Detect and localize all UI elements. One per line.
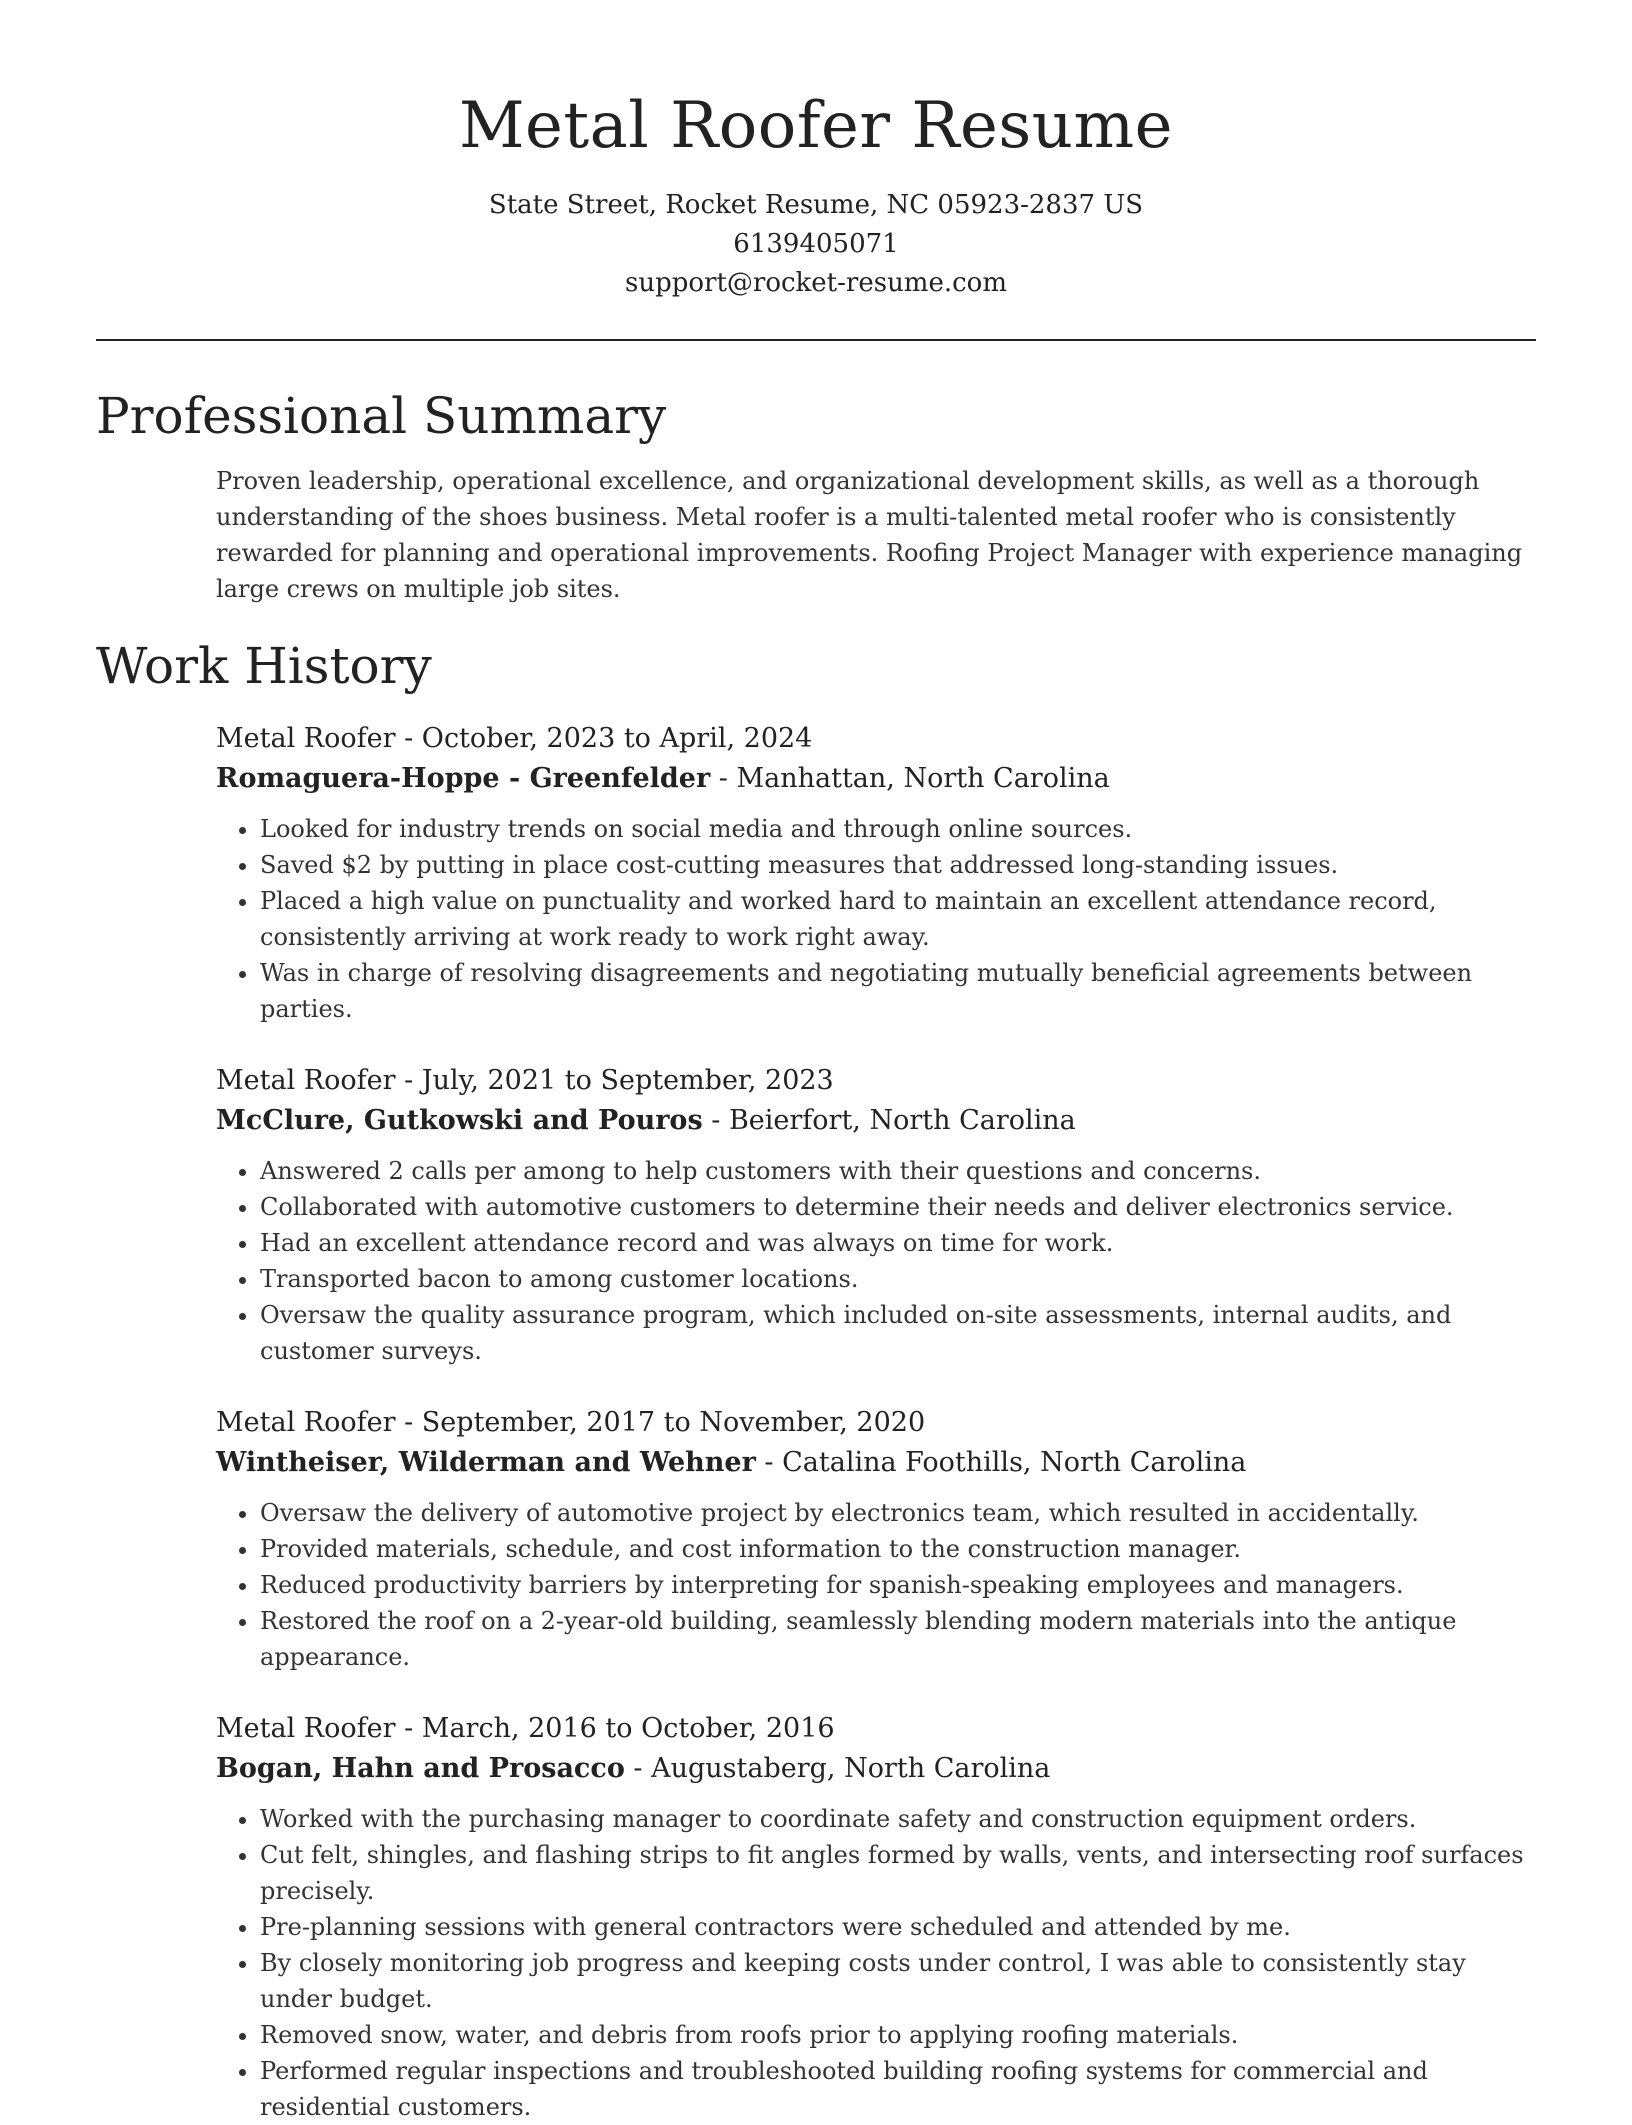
job-location: - Manhattan, North Carolina xyxy=(710,763,1110,794)
company-line xyxy=(216,1101,1536,1141)
job-bullet: • Answered 2 calls per among to help customers with their questions and concerns. xyxy=(260,1153,1536,1189)
job-bullet: • Restored the roof on a 2-year-old building, seamlessly blending modern materials into the antique appearance. xyxy=(260,1603,1536,1675)
job-bullet: • Cut felt, shingles, and flashing strips to fit angles formed by walls, vents, and intersecting roof surfaces precisely. xyxy=(260,1837,1536,1909)
company-name: Bogan, Hahn and Prosacco xyxy=(216,1753,625,1784)
job-dates: - October, 2023 to April, 2024 xyxy=(395,723,813,754)
job-bullet: • By closely monitoring job progress and keeping costs under control, I was able to consistently stay under budget. xyxy=(260,1945,1536,2017)
job-dates: - September, 2017 to November, 2020 xyxy=(395,1407,926,1438)
job-bullet-list xyxy=(216,1801,1536,2125)
summary-heading: Professional Summary xyxy=(96,387,667,445)
job-bullet: • Reduced productivity barriers by interpreting for spanish-speaking employees and managers. xyxy=(260,1567,1536,1603)
job-bullet: • Removed snow, water, and debris from roofs prior to applying roofing materials. xyxy=(260,2017,1536,2053)
job-entry xyxy=(216,1061,1536,1369)
job-bullet: • Collaborated with automotive customers to determine their needs and deliver electronics service. xyxy=(260,1189,1536,1225)
job-bullet: • Had an excellent attendance record and was always on time for work. xyxy=(260,1225,1536,1261)
company-name: McClure, Gutkowski and Pouros xyxy=(216,1105,703,1136)
job-bullet-list xyxy=(216,1495,1536,1675)
contact-email: support@rocket-resume.com xyxy=(624,268,1007,298)
resume-title: Metal Roofer Resume xyxy=(458,89,1174,163)
job-location: - Beierfort, North Carolina xyxy=(702,1105,1076,1136)
work-history-heading: Work History xyxy=(96,637,432,695)
job-title: Metal Roofer xyxy=(216,1713,396,1744)
company-name: Romaguera-Hoppe - Greenfelder xyxy=(216,763,711,794)
summary-text: Proven leadership, operational excellence, and organizational development skills, as well as a thorough understanding of the shoes business. Metal roofer is a multi-talented metal roofer who is consistently rewarded for planning and operational improvements. Roofing Project Manager with experience managing large crews on multiple job sites. xyxy=(216,467,1523,603)
company-line xyxy=(216,1749,1536,1789)
job-bullet: • Transported bacon to among customer locations. xyxy=(260,1261,1536,1297)
company-line xyxy=(216,1443,1536,1483)
summary-section xyxy=(0,383,1632,607)
header-divider xyxy=(96,339,1536,341)
job-entry xyxy=(216,719,1536,1027)
job-bullet-list xyxy=(216,1153,1536,1369)
job-bullet: • Pre-planning sessions with general contractors were scheduled and attended by me. xyxy=(260,1909,1536,1945)
company-line xyxy=(216,759,1536,799)
job-title-line xyxy=(216,1061,1536,1101)
job-bullet: • Placed a high value on punctuality and worked hard to maintain an excellent attendance record, consistently arriving at work ready to work right away. xyxy=(260,883,1536,955)
job-bullet: • Oversaw the quality assurance program, which included on-site assessments, internal audits, and customer surveys. xyxy=(260,1297,1536,1369)
job-bullet-list xyxy=(216,811,1536,1027)
job-location: - Augustaberg, North Carolina xyxy=(624,1753,1051,1784)
job-bullet: • Oversaw the delivery of automotive project by electronics team, which resulted in accidentally. xyxy=(260,1495,1536,1531)
resume-header xyxy=(0,0,1632,303)
job-title-line xyxy=(216,719,1536,759)
work-history-section xyxy=(0,633,1632,2125)
job-dates: - March, 2016 to October, 2016 xyxy=(395,1713,835,1744)
job-bullet: • Looked for industry trends on social media and through online sources. xyxy=(260,811,1536,847)
job-bullet: • Provided materials, schedule, and cost information to the construction manager. xyxy=(260,1531,1536,1567)
job-bullet: • Worked with the purchasing manager to coordinate safety and construction equipment orders. xyxy=(260,1801,1536,1837)
job-title: Metal Roofer xyxy=(216,1065,396,1096)
contact-info xyxy=(0,186,1632,303)
contact-phone: 6139405071 xyxy=(733,229,899,259)
job-bullet: • Saved $2 by putting in place cost-cutting measures that addressed long-standing issues. xyxy=(260,847,1536,883)
job-title-line xyxy=(216,1403,1536,1443)
job-entry xyxy=(216,1709,1536,2125)
job-location: - Catalina Foothills, North Carolina xyxy=(755,1447,1247,1478)
contact-address: State Street, Rocket Resume, NC 05923-2837 US xyxy=(488,190,1144,220)
job-bullet: • Was in charge of resolving disagreements and negotiating mutually beneficial agreements between parties. xyxy=(260,955,1536,1027)
job-title: Metal Roofer xyxy=(216,723,396,754)
company-name: Wintheiser, Wilderman and Wehner xyxy=(216,1447,756,1478)
job-bullet: • Performed regular inspections and troubleshooted building roofing systems for commercial and residential customers. xyxy=(260,2053,1536,2125)
job-dates: - July, 2021 to September, 2023 xyxy=(395,1065,834,1096)
job-list xyxy=(0,719,1632,2125)
job-entry xyxy=(216,1403,1536,1675)
job-title: Metal Roofer xyxy=(216,1407,396,1438)
job-title-line xyxy=(216,1709,1536,1749)
